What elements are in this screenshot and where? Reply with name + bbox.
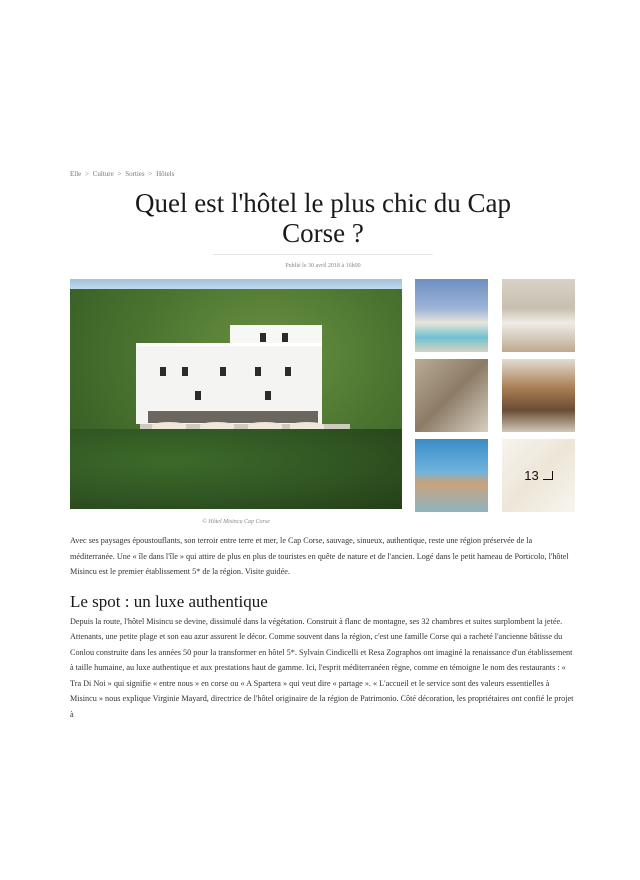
section-heading: Le spot : un luxe authentique [70, 591, 268, 611]
parasol [200, 422, 234, 429]
window [265, 391, 271, 400]
thumbnail-bedroom[interactable] [502, 279, 575, 352]
breadcrumb-item-sorties[interactable]: Sorties [125, 170, 145, 178]
photo-gallery [70, 279, 576, 511]
parasol [248, 422, 282, 429]
breadcrumb [70, 168, 576, 180]
breadcrumb-separator: > [85, 170, 89, 178]
breadcrumb-separator: > [148, 170, 153, 178]
gallery-count: 13 [524, 468, 539, 483]
thumbnail-restaurant[interactable] [502, 359, 575, 432]
window [195, 391, 201, 400]
thumbnail-lounge[interactable] [415, 359, 488, 432]
parasol [152, 422, 186, 429]
window [182, 367, 188, 376]
body-paragraph: Depuis la route, l'hôtel Misincu se devine, dissimulé dans la végétation. Construit à flanc de montagne, ses 32 chambres et suites surplombent la jetée. Attenants, une petite plage et son eau azur assurent le décor. Comme souvent dans la région, c'est une famille Corse qui a racheté l'ancienne bâtisse du Conlou construite dans les années 50 pour la transformer en hôtel 5*. Sylvain Cindicelli et Resa Zographos ont imaginé la renaissance d'un établissement à taille humaine, au luxe authentique et aux prestations haut de gamme. Ici, l'esprit méditerranéen règne, comme en témoigne le nom des restaurants : « Tra Di Noi » qui signifie « entre nous » en corse ou « A Spartera » qui veut dire « partage ». « L'accueil et le service sont des valeurs essentielles à Misincu » nous explique Virginie Mayard, directrice de l'hôtel originaire de la région de Patrimonio. Côté décoration, les propriétaires ont confié le projet à [70, 616, 574, 719]
window [260, 333, 266, 342]
thumbnail-pool[interactable] [415, 279, 488, 352]
window [160, 367, 166, 376]
article-title: Quel est l'hôtel le plus chic du Cap Corse ? [134, 188, 512, 248]
publish-date: Publié le 30 avril 2018 à 16h00 [285, 263, 361, 269]
foreground-trees [70, 429, 402, 509]
parasol [290, 422, 324, 429]
thumbnail-sea-terrace[interactable] [415, 439, 488, 512]
window [220, 367, 226, 376]
breadcrumb-separator: > [117, 170, 122, 178]
gallery-stack-icon [543, 471, 553, 480]
breadcrumb-item-hotels[interactable]: Hôtels [156, 170, 175, 178]
window [255, 367, 261, 376]
breadcrumb-item-culture[interactable]: Culture [92, 170, 114, 178]
window [282, 333, 288, 342]
hero-photo-hotel[interactable] [70, 279, 402, 509]
breadcrumb-item-elle[interactable]: Elle [70, 170, 82, 178]
photo-caption: © Hôtel Misincu Cap Corse [202, 519, 270, 525]
article-page [70, 168, 576, 722]
gallery-more-button[interactable] [502, 439, 575, 512]
title-divider [213, 254, 433, 255]
window [285, 367, 291, 376]
intro-paragraph: Avec ses paysages époustouflants, son terroir entre terre et mer, le Cap Corse, sauvage, sinueux, authentique, reste une région préservée de la méditerranée. Une « île dans l'île » qui attire de plus en plus de touristes en quête de nature et de l'ancien. Logé dans le petit hameau de Porticolo, l'hôtel Misincu est le premier établissement 5* de la région. Visite guidée. [70, 536, 569, 576]
